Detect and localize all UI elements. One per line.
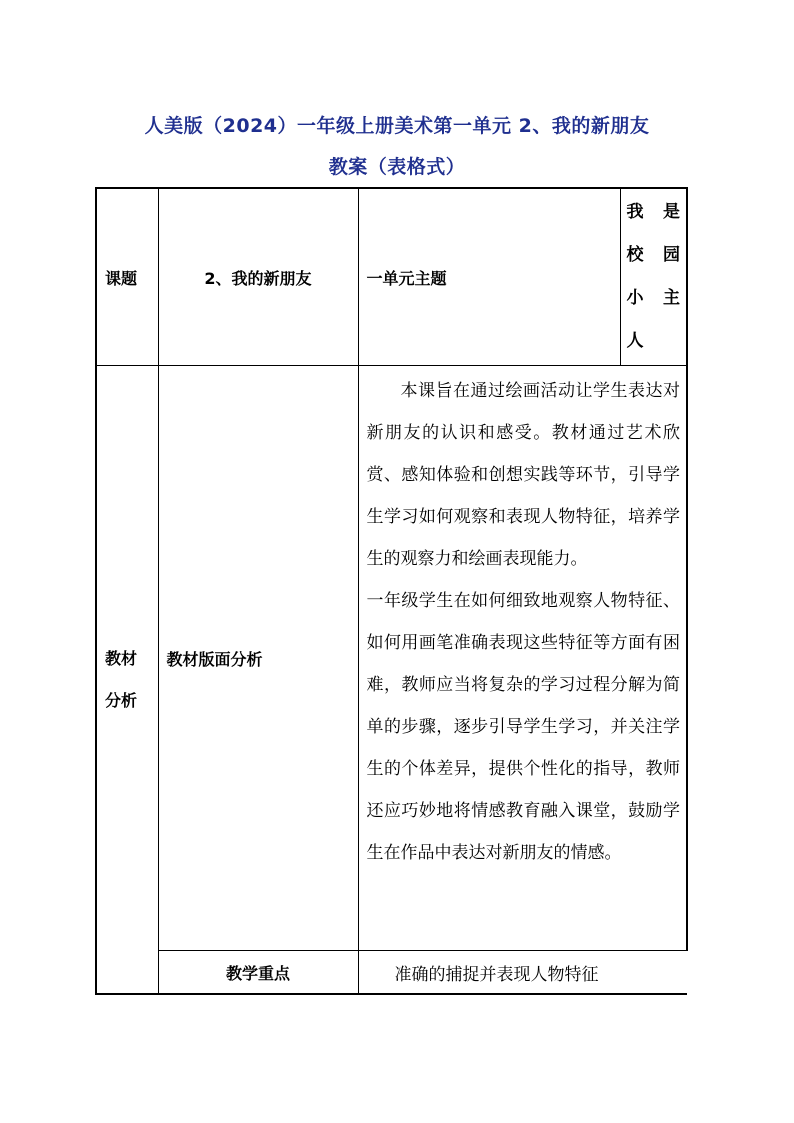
table-row-key-points [96, 951, 687, 995]
unit-theme-char: 是 [663, 202, 680, 222]
unit-theme-text [621, 191, 687, 363]
document-title-line1: 人美版（2024）一年级上册美术第一单元 2、我的新朋友 [144, 115, 650, 137]
lesson-name-cell: 2、我的新朋友 [158, 188, 358, 366]
analysis-paragraph-2: 一年级学生在如何细致地观察人物特征、如何用画笔准确表现这些特征等方面有困难，教师应当将复杂的学习过程分解为简单的步骤，逐步引导学生学习，并关注学生的个体差异，提供个性化的指导，教师还应巧妙地将情感教育融入课堂，鼓励学生在作品中表达对新朋友的情感。 [366, 591, 680, 863]
lesson-plan-table [95, 187, 688, 995]
key-points-label: 教学重点 [158, 951, 358, 995]
material-analysis-label [96, 366, 158, 995]
material-analysis-label-line2: 分析 [105, 690, 138, 710]
material-analysis-label-line1: 教材 [105, 648, 138, 668]
unit-theme-char: 主 [663, 288, 680, 308]
key-points-content: 准确的捕捉并表现人物特征 [358, 951, 687, 995]
layout-analysis-content [358, 366, 687, 951]
unit-theme-char: 校 [626, 245, 644, 265]
unit-theme-label: 一单元主题 [358, 188, 620, 366]
lesson-title-label: 课题 [96, 188, 158, 366]
document-title-line2: 教案（表格式） [328, 156, 466, 178]
table-row-material-analysis [96, 366, 687, 951]
analysis-paragraph-1: 本课旨在通过绘画活动让学生表达对新朋友的认识和感受。教材通过艺术欣赏、感知体验和创想实践等环节，引导学生学习如何观察和表现人物特征，培养学生的观察力和绘画表现能力。 [366, 381, 680, 569]
unit-theme-char: 我 [626, 202, 644, 222]
unit-theme-char: 园 [663, 245, 680, 265]
unit-theme-char: 人 [626, 331, 644, 351]
unit-theme-char: 小 [626, 288, 644, 308]
layout-analysis-label: 教材版面分析 [158, 366, 358, 951]
unit-theme-cell [620, 188, 687, 366]
table-row-lesson-title [96, 188, 687, 366]
